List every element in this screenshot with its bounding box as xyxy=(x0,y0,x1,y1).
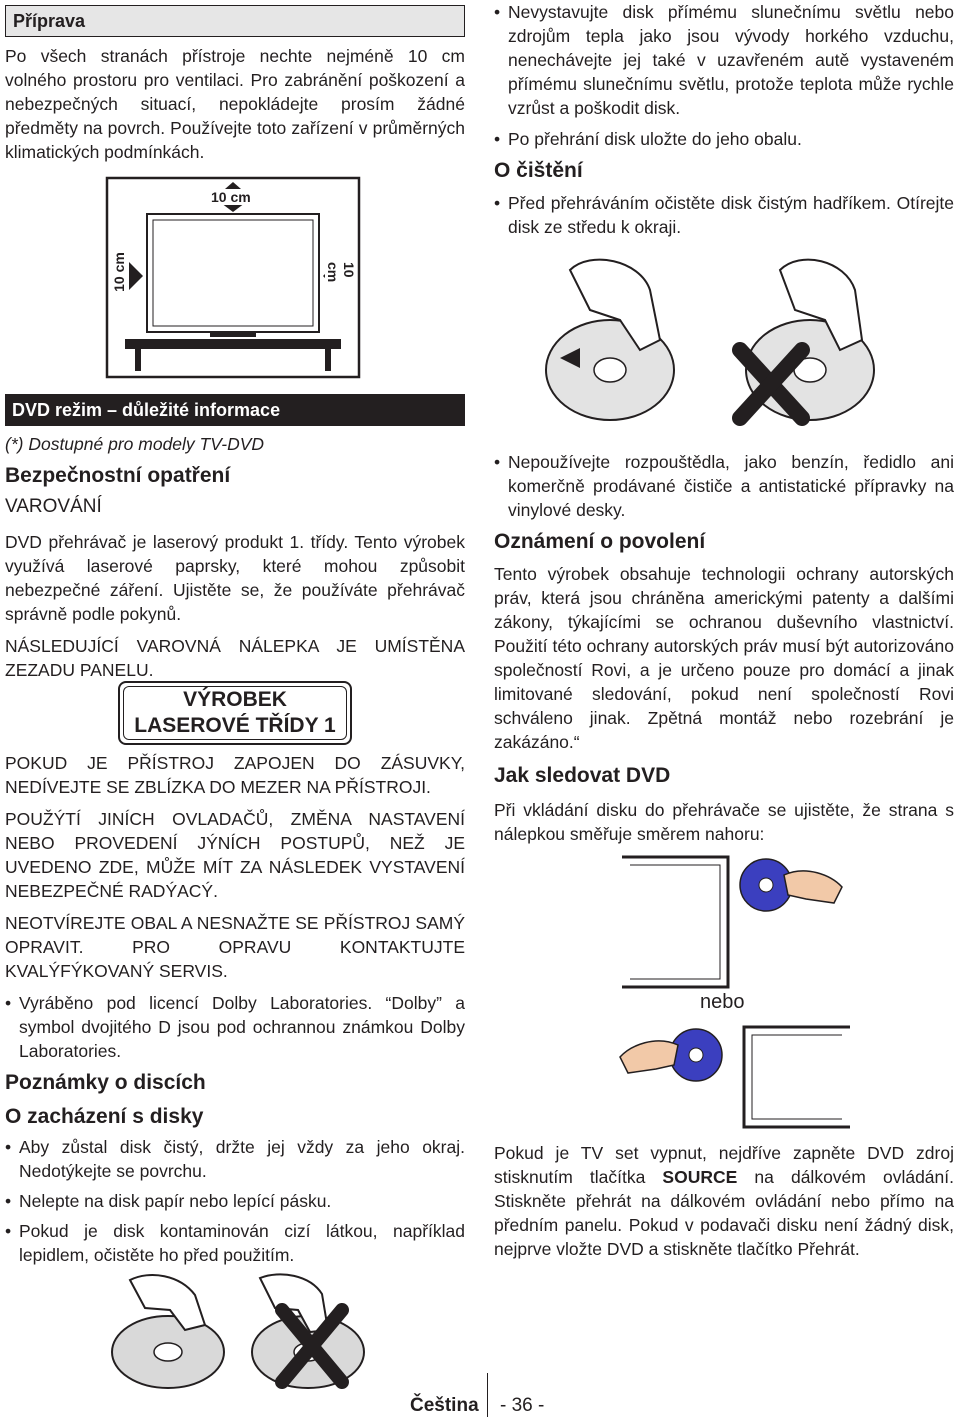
priprava-title: Příprava xyxy=(13,11,86,31)
nebo-label: nebo xyxy=(700,991,745,1013)
disc-handling-illustration xyxy=(110,1270,370,1392)
diagram-label-right: 10 cm xyxy=(325,260,357,300)
footer-page-number: - 36 - xyxy=(500,1395,545,1416)
laser-label-line1: VÝROBEK xyxy=(183,688,287,711)
diagram-label-top: 10 cm xyxy=(211,189,251,205)
sun-bullet: • Nevystavujte disk přímému slunečnímu světlu nebo zdrojům tepla jako jsou vývody horkého vzduchu, nenechávejte jej také v uzavřeném autě vystaveném přímému slunečnímu světlu, protože teplota může rychle vzrůst a poškodit disk. xyxy=(494,0,954,120)
solvent-bullet: • Nepoužívejte rozpouštědla, jako benzín, ředidlo ani komerčně prodávané čističe a antistatické přípravky na vinylové desky. xyxy=(494,450,954,522)
disc-cleaning-illustration xyxy=(540,250,880,440)
license-title: Oznámení o povolení xyxy=(494,530,706,553)
handling-bullet: • Pokud je disk kontaminován cizí látkou, například lepidlem, očistěte ho před použitím. xyxy=(5,1219,465,1267)
ventilation-diagram xyxy=(105,176,361,379)
power-text-2: na dálkovém ovládání. Stiskněte přehrát na dálkovém ovládání nebo přímo na předním panelu. Pokud v podavači disku není žádný disk, nejprve vložte DVD a stiskněte tlačítko Přehrát. xyxy=(494,1167,954,1259)
disc-insertion-illustration xyxy=(616,855,856,1130)
disc-notes-title: Poznámky o discích xyxy=(5,1071,206,1094)
dvd-models-note: (*) Dostupné pro modely TV-DVD xyxy=(5,434,265,454)
laser-label-frame xyxy=(123,686,347,740)
label-notice: NÁSLEDUJÍCÍ VAROVNÁ NÁLEPKA JE UMÍSTĚNA ZEZADU PANELU. xyxy=(5,636,465,680)
warning-title: VAROVÁNÍ xyxy=(5,496,102,517)
laser-text: DVD přehrávač je laserový produkt 1. třídy. Tento výrobek využívá laserové paprsky, které mohou způsobit nebezpečné záření. Ujistěte se, že používáte přehrávač správně podle pokynů. xyxy=(5,532,465,624)
controls-warning: POUŽÝTÍ JINÍCH OVLADAČŮ, ZMĚNA NASTAVENÍ NEBO PROVEDENÍ JÝNÍCH POSTUPŮ, NEŽ JE UVEDENO ZDE, MŮŽE MÍT ZA NÁSLEDEK VYSTAVENÍ NEBEZPEČNÉ RADÝACÝ. xyxy=(5,809,465,901)
cleaning-bullet: • Před přehráváním očistěte disk čistým hadříkem. Otírejte disk ze středu k okraji. xyxy=(494,191,954,239)
priprava-text: Po všech stranách přístroje nechte nejméně 10 cm volného prostoru pro ventilaci. Pro zabránění poškození a nebezpečných situací, nepokládejte prosím žádné předměty na povrch. Používejte toto zařízení v průměrných klimatických podmínkách. xyxy=(5,46,465,162)
diagram-label-left: 10 cm xyxy=(110,252,127,292)
priprava-header xyxy=(5,5,465,37)
cleaning-title: O čištění xyxy=(494,159,583,182)
handling-bullet: • Nelepte na disk papír nebo lepící pásku. xyxy=(5,1189,465,1213)
dolby-bullet: • Vyráběno pod licencí Dolby Laboratories. “Dolby” a symbol dvojitého D jsou pod ochrannou známkou Dolby Laboratories. xyxy=(5,991,465,1063)
watch-dvd-text: Při vkládání disku do přehrávače se ujistěte, že strana s nálepkou směřuje směrem nahoru: xyxy=(494,800,954,844)
license-text: Tento výrobek obsahuje technologii ochrany autorských práv, která jsou chráněna americkými patenty a dalšími zákony, týkajícími se ochranou duševního vlastnictví. Použití této ochrany autorských práv musí být autorizováno společností Rovi, a je určeno pouze pro domácí a jinak limitované sledování, pokud není společností Rovi schváleno jinak. Zpětná montáž nebo rozebrání je zakázáno.“ xyxy=(494,564,954,752)
handling-title: O zacházení s disky xyxy=(5,1105,204,1128)
footer-divider xyxy=(487,1373,488,1417)
laser-label-line2: LASEROVÉ TŘÍDY 1 xyxy=(134,714,336,737)
open-warning: NEOTVÍREJTE OBAL A NESNAŽTE SE PŘÍSTROJ SAMÝ OPRAVIT. PRO OPRAVU KONTAKTUJTE KVALÝFÝKOVANÝ SERVIS. xyxy=(5,913,465,981)
power-text-1: Pokud je TV set vypnut, nejdříve zapněte DVD zdroj stisknutím tlačítka xyxy=(494,1143,954,1187)
laser-class-label xyxy=(118,681,352,745)
source-button-name: SOURCE xyxy=(662,1167,738,1187)
footer-language: Čeština xyxy=(410,1395,479,1416)
dvd-mode-title: DVD režim – důležité informace xyxy=(12,400,281,420)
power-instructions xyxy=(494,1141,954,1261)
handling-bullet: • Aby zůstal disk čistý, držte jej vždy za jeho okraj. Nedotýkejte se povrchu. xyxy=(5,1135,465,1183)
dvd-mode-header xyxy=(5,394,465,426)
watch-dvd-title: Jak sledovat DVD xyxy=(494,764,671,787)
plug-warning: POKUD JE PŘÍSTROJ ZAPOJEN DO ZÁSUVKY, NEDÍVEJTE SE ZBLÍZKA DO MEZER NA PŘÍSTROJI. xyxy=(5,753,465,797)
safety-title: Bezpečnostní opatření xyxy=(5,464,231,487)
case-bullet: • Po přehrání disk uložte do jeho obalu. xyxy=(494,127,954,151)
